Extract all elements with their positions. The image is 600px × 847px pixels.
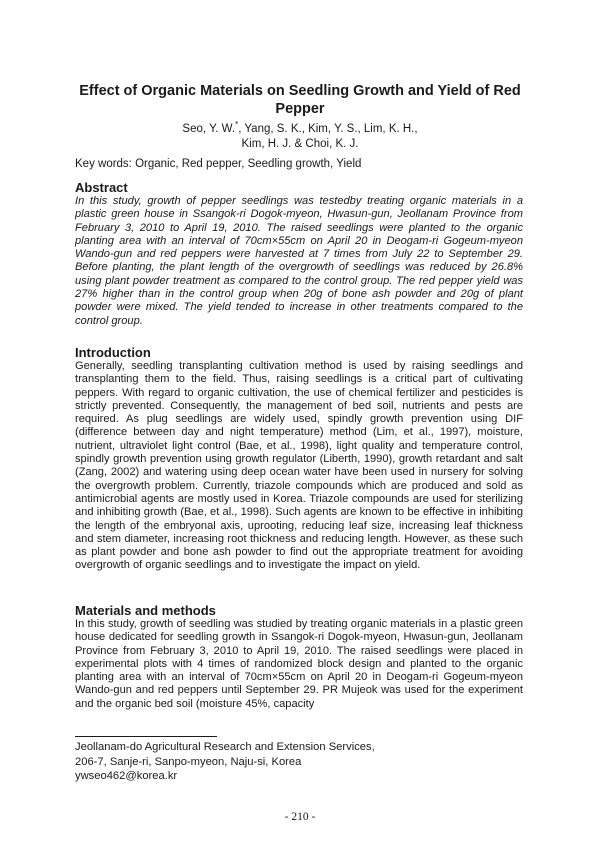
methods-section	[75, 603, 523, 711]
keywords: Key words: Organic, Red pepper, Seedling growth, Yield	[75, 158, 362, 170]
address: 206-7, Sanje-ri, Sanpo-myeon, Naju-si, Korea	[75, 755, 302, 768]
abstract-text: In this study, growth of pepper seedlings was testedby treating organic materials in a plastic green house in Ssangok-ri Dogok-myeon, Hwasun-gun, Jeollanam Province from February 3, 2010 to April 19, 2010. The raised seedlings were planted to the organic planting area with an interval of 70cm×55cm on April 20 in Deogam-ri Gogeum-myeon Wando-gun and red peppers were harvested at 7 times from July 22 to September 29. Before planting, the plant length of the overgrowth of seedlings was reduced by 26.8% using plant powder treatment as compared to the control group. The red pepper yield was 27% higher than in the control group when 20g of bone ash powder and 20g of plant powder were mixed. The yield tended to increase in other treatments compared to the control group.	[75, 195, 523, 327]
abstract-heading: Abstract	[75, 180, 128, 195]
methods-heading: Materials and methods	[75, 603, 216, 618]
author-names-first: Seo, Y. W.	[182, 122, 236, 135]
email: ywseo462@korea.kr	[75, 770, 178, 782]
author-line-1	[60, 117, 540, 137]
footnote	[75, 740, 495, 784]
introduction-heading: Introduction	[75, 345, 151, 360]
author-names-rest: , Yang, S. K., Kim, Y. S., Lim, K. H.,	[238, 122, 418, 135]
affiliation: Jeollanam-do Agricultural Research and Extension Services,	[75, 741, 375, 753]
abstract-section	[75, 180, 523, 328]
introduction-section	[75, 345, 523, 573]
paper-title: Effect of Organic Materials on Seedling Growth and Yield of Red Pepper	[79, 83, 521, 117]
methods-text: In this study, growth of seedling was studied by treating organic materials in a plastic green house dedicated for seedling growth in Ssangok-ri Dogok-myeon, Hwasun-gun, Jeollanam Province from February 3, 2010 to April 19, 2010. The raised seedlings were placed in experimental plots with 4 times of randomized block design and planted to the organic planting area with an interval of 70cm×55cm on April 20 in Deogam-ri Gogeum-myeon Wando-gun and red peppers until September 29. PR Mujeok was used for the experiment and the organic bed soil (moisture 45%, capacity	[75, 618, 523, 710]
corresponding-author-mark: *	[235, 120, 239, 129]
introduction-text: Generally, seedling transplanting cultivation method is used by raising seedlings and transplanting them to the field. Thus, raising seedlings is a critical part of cultivating peppers. With regard to organic cultivation, the use of chemical fertilizer and pesticides is strictly prevented. Consequently, the management of bed soil, nutrients and pests are required. As plug seedlings are widely used, spindly growth prevention using DIF (difference between day and night temperature) method (Lim, et al., 1997), moisture, nutrient, ultraviolet light control (Bae, et al., 1998), light quality and temperature control, spindly growth prevention using growth regulator (Liberth, 1990), growth retardant and salt (Zang, 2002) and watering using deep ocean water have been used in nursery for solving the overgrowth problem. Currently, triazole compounds which are produced and sold as antimicrobial agents are mostly used in Korea. Triazole compounds are used for sterilizing and inhibiting growth (Bae, et al., 1998). Such agents are known to be effective in inhibiting the length of the embryonal axis, uprooting, reducing leaf size, increasing leaf thickness and stem diameter, increasing root thickness and reducing length. However, as these such as plant powder and bone ash powder to find out the appropriate treatment for avoiding overgrowth of organic seedlings and to investigate the impact on yield.	[75, 360, 523, 572]
page-number: - 210 -	[284, 811, 316, 823]
author-line-2: Kim, H. J. & Choi, K. J.	[241, 137, 359, 150]
author-list	[60, 117, 540, 152]
footnote-divider	[75, 736, 217, 737]
